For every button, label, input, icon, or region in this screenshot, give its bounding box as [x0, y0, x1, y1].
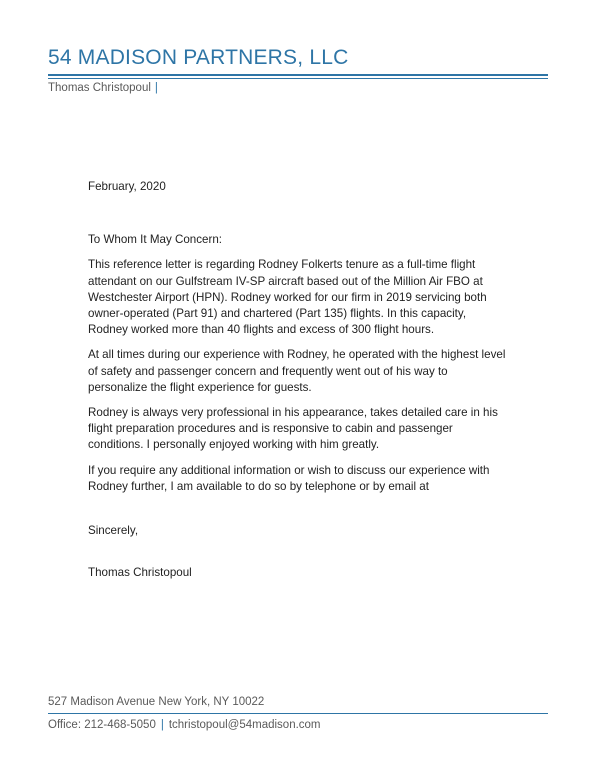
- letter-paragraph-3: Rodney is always very professional in his appearance, takes detailed care in his flight preparation procedures and is responsive to cabin and passenger conditions. I personally enjoyed working with him greatly.: [88, 406, 498, 452]
- footer-separator: |: [160, 719, 164, 731]
- letter-date: February, 2020: [88, 180, 166, 193]
- header-separator: |: [154, 82, 158, 94]
- footer-rule: [48, 713, 548, 714]
- footer-office-phone: Office: 212-468-5050: [48, 719, 156, 731]
- letter-signature: Thomas Christopoul: [88, 566, 192, 580]
- letter-body: [88, 179, 508, 581]
- footer-email-link[interactable]: tchristopoul@54madison.com: [168, 719, 321, 731]
- letter-paragraph-4: If you require any additional information or wish to discuss our experience with Rodney further, I am available to do so by telephone or by email at: [88, 463, 490, 493]
- letter-closing: Sincerely,: [88, 524, 139, 538]
- footer-address: 527 Madison Avenue New York, NY 10022: [48, 696, 265, 708]
- header-rule-top: [48, 74, 548, 76]
- header-sender: [48, 82, 158, 94]
- letter-salutation: To Whom It May Concern:: [88, 233, 223, 247]
- letter-paragraph-1: This reference letter is regarding Rodney Folkerts tenure as a full-time flight attendant on our Gulfstream IV-SP aircraft based out of the Million Air FBO at Westchester Airport (HPN). Rodney worked for our firm in 2019 servicing both owner-operated (Part 91) and chartered (Part 135) flights. In this capacity, Rodney worked more than 40 flights and excess of 300 flight hours.: [88, 258, 487, 337]
- footer-contact: [48, 719, 321, 731]
- company-name: 54 MADISON PARTNERS, LLC: [48, 46, 349, 69]
- header-rule-bottom: [48, 78, 548, 79]
- letter-paragraph-2: At all times during our experience with Rodney, he operated with the highest level of safety and passenger concern and frequently went out of his way to personalize the flight experience for guests.: [88, 348, 506, 394]
- header-sender-name: Thomas Christopoul: [48, 82, 151, 94]
